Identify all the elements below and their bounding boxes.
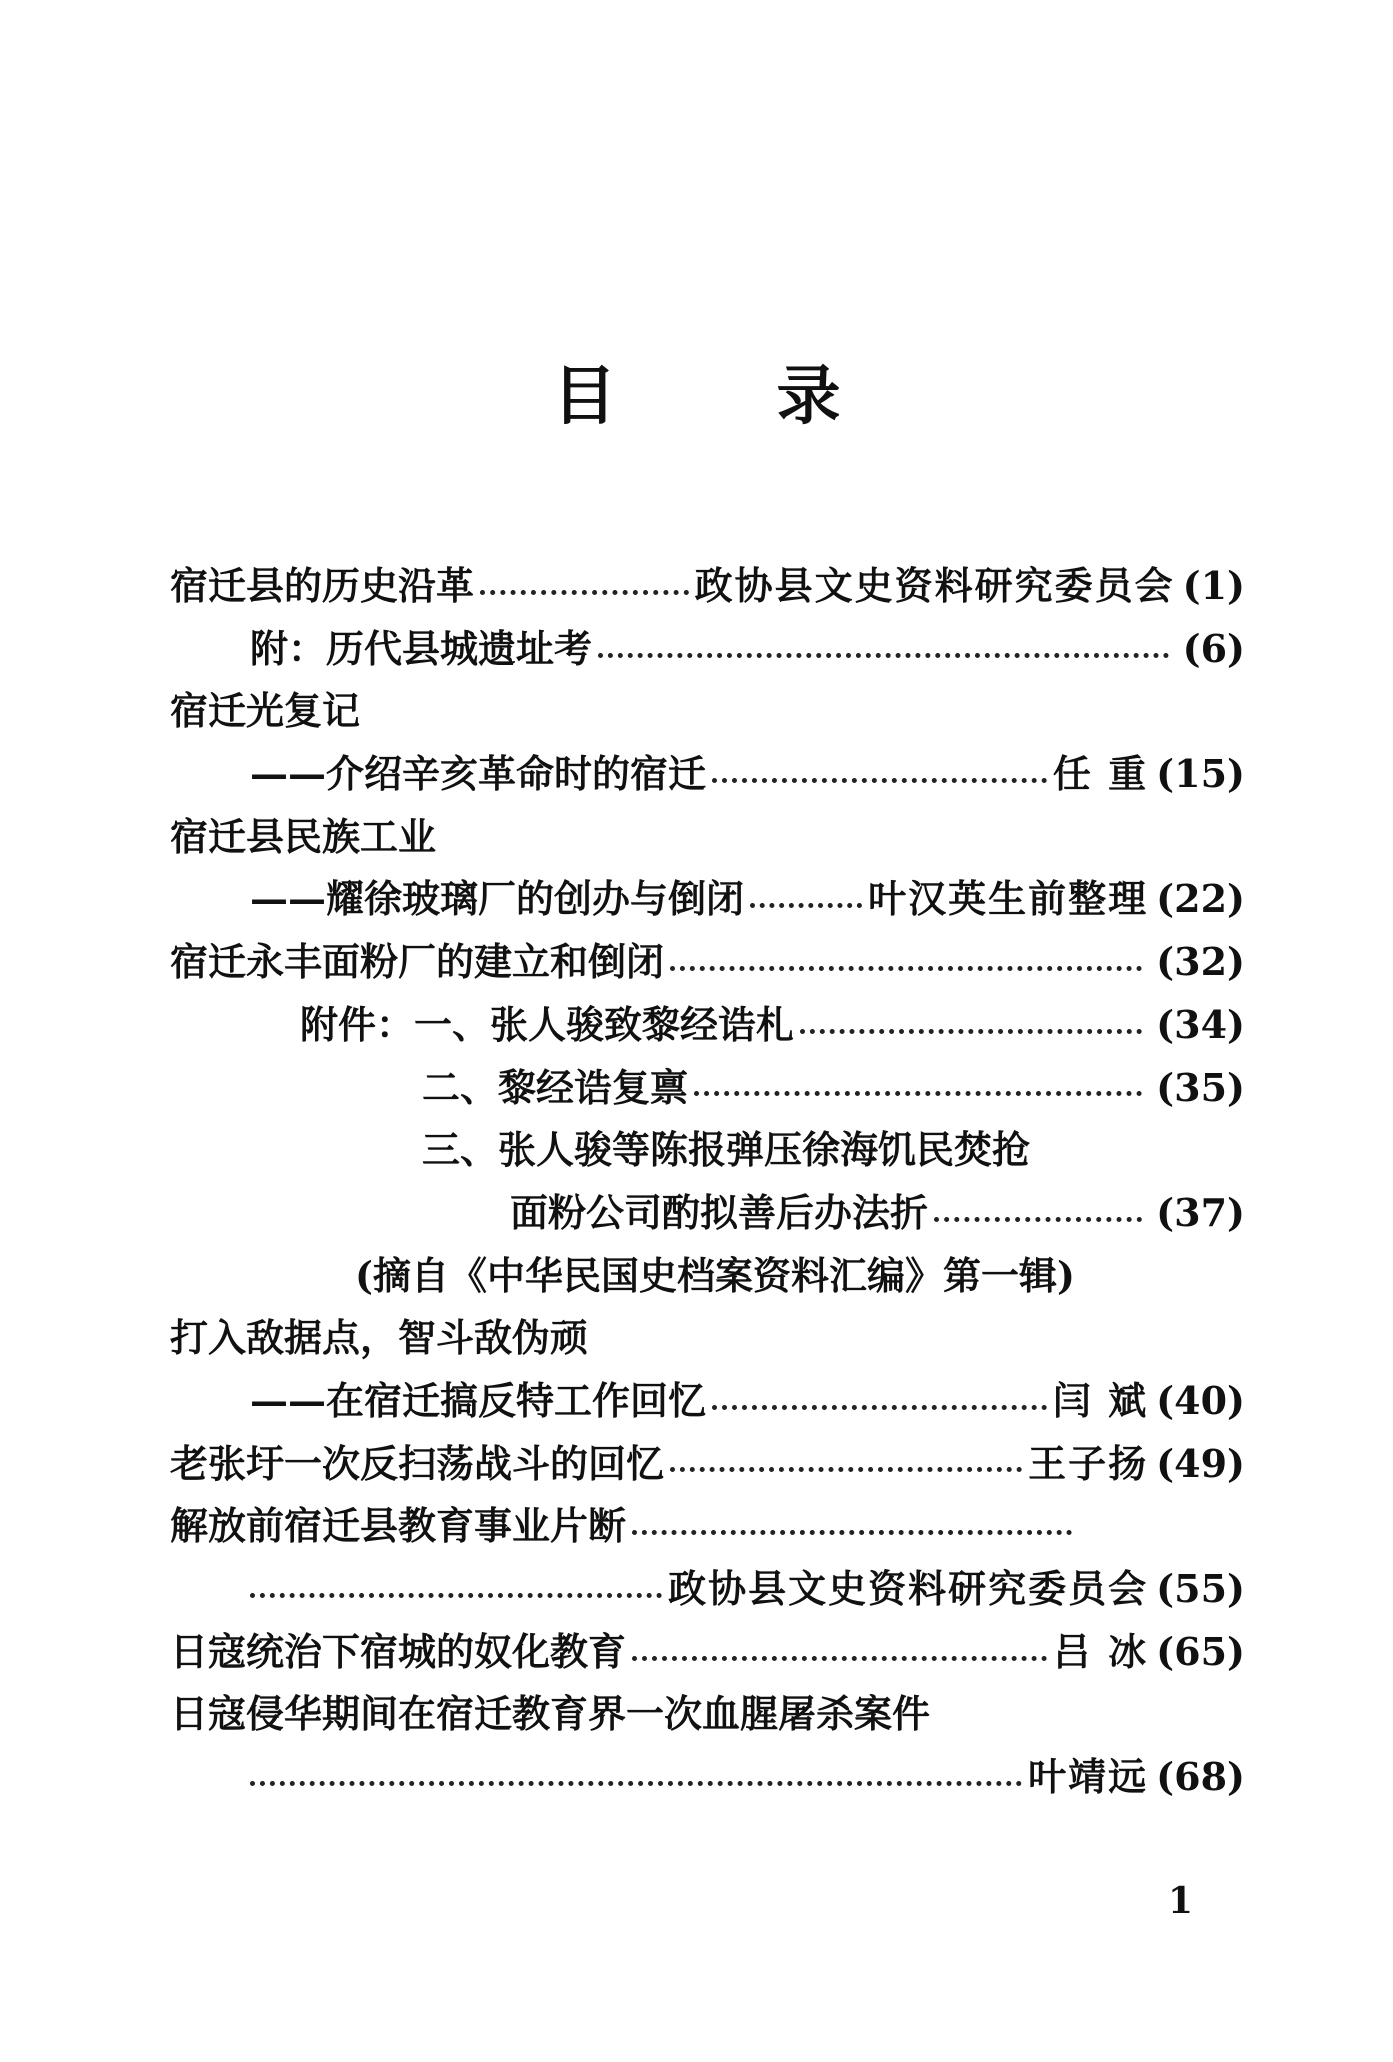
leader-dots	[480, 590, 689, 595]
page-title	[0, 345, 1393, 437]
toc-entry-5[interactable]	[170, 931, 1245, 994]
toc-entry-7[interactable]	[170, 1433, 1245, 1496]
leader-dots	[694, 1091, 1142, 1096]
entry-page: (55)	[1156, 1566, 1245, 1611]
toc-entry-6[interactable]	[170, 1307, 1245, 1370]
entry-title: 三、张人骏等陈报弹压徐海饥民焚抢	[422, 1127, 1031, 1173]
leader-dots	[670, 1467, 1022, 1472]
entry-title: 老张圩一次反扫荡战斗的回忆	[170, 1440, 665, 1486]
entry-author: 叶靖远	[1028, 1754, 1149, 1800]
toc-entry-8-cont[interactable]	[170, 1558, 1245, 1621]
entry-subtitle: ——介绍辛亥革命时的宿迁	[250, 751, 707, 797]
entry-page: (22)	[1156, 876, 1245, 922]
entry-title: 日寇统治下宿城的奴化教育	[170, 1628, 627, 1674]
entry-title: 宿迁光复记	[170, 688, 361, 734]
leader-dots	[712, 778, 1047, 783]
toc-entry-5-attachment-2[interactable]	[170, 1057, 1245, 1120]
toc-entry-5-attachment-3[interactable]	[170, 1119, 1245, 1182]
leader-dots	[800, 1029, 1142, 1034]
leader-dots	[934, 1217, 1142, 1222]
page-number: 1	[1167, 1880, 1193, 1922]
entry-subtitle: ——耀徐玻璃厂的创办与倒闭	[250, 876, 745, 922]
entry-page: (40)	[1156, 1377, 1245, 1423]
entry-title: 日寇侵华期间在宿迁教育界一次血腥屠杀案件	[170, 1691, 931, 1737]
entry-author: 吕 冰	[1052, 1628, 1149, 1674]
entry-author: 任 重	[1052, 751, 1149, 797]
entry-title: 二、黎经诰复禀	[422, 1064, 689, 1110]
leader-dots	[250, 1593, 662, 1598]
leader-dots	[750, 903, 862, 908]
toc-entry-5-attachment-1[interactable]	[170, 994, 1245, 1057]
entry-title: 宿迁永丰面粉厂的建立和倒闭	[170, 939, 665, 985]
entry-subtitle: ——在宿迁搞反特工作回忆	[250, 1377, 707, 1423]
toc-entry-4-subtitle[interactable]	[170, 868, 1245, 931]
entry-page: (68)	[1156, 1754, 1245, 1800]
entry-author: 王子扬	[1028, 1440, 1149, 1486]
entry-author: 政协县文史资料研究委员会	[668, 1566, 1149, 1611]
entry-page: (15)	[1156, 751, 1245, 797]
leader-dots	[670, 966, 1142, 971]
leader-dots	[598, 653, 1169, 658]
entry-author: 政协县文史资料研究委员会	[694, 563, 1175, 608]
toc-entry-3[interactable]	[170, 680, 1245, 743]
toc-entry-9[interactable]	[170, 1621, 1245, 1684]
toc-entry-5-source-note	[170, 1245, 1245, 1308]
entry-title: 宿迁县的历史沿革	[170, 563, 475, 608]
entry-page: (37)	[1156, 1189, 1245, 1235]
entry-title: 附件：一、张人骏致黎经诰札	[300, 1001, 795, 1047]
toc-entry-3-subtitle[interactable]	[170, 743, 1245, 806]
leader-dots	[250, 1781, 1022, 1786]
entry-page: (6)	[1182, 625, 1245, 671]
source-note: (摘自《中华民国史档案资料汇编》第一辑)	[355, 1252, 1075, 1298]
entry-title: 宿迁县民族工业	[170, 813, 437, 859]
table-of-contents	[170, 555, 1245, 1809]
entry-page: (35)	[1156, 1064, 1245, 1110]
entry-page: (1)	[1182, 563, 1245, 608]
toc-entry-5-attachment-3-cont[interactable]	[170, 1182, 1245, 1245]
title-char-2: 录	[776, 359, 841, 434]
entry-title: 解放前宿迁县教育事业片断	[170, 1503, 627, 1549]
toc-entry-10-cont[interactable]	[170, 1746, 1245, 1809]
leader-dots	[632, 1656, 1047, 1661]
entry-author: 闫 斌	[1052, 1377, 1149, 1423]
toc-entry-6-subtitle[interactable]	[170, 1370, 1245, 1433]
title-char-1: 目	[552, 359, 617, 434]
toc-entry-1[interactable]	[170, 555, 1245, 618]
toc-entry-2[interactable]	[170, 618, 1245, 681]
entry-title: 附：历代县城遗址考	[250, 625, 593, 671]
entry-page: (49)	[1156, 1440, 1245, 1486]
leader-dots	[632, 1530, 1072, 1535]
toc-entry-4[interactable]	[170, 806, 1245, 869]
toc-entry-10[interactable]	[170, 1683, 1245, 1746]
entry-title: 打入敌据点，智斗敌伪顽	[170, 1315, 589, 1361]
entry-author: 叶汉英生前整理	[868, 876, 1149, 922]
entry-page: (32)	[1156, 939, 1245, 985]
leader-dots	[712, 1405, 1047, 1410]
entry-page: (34)	[1156, 1001, 1245, 1047]
entry-title: 面粉公司酌拟善后办法折	[510, 1189, 929, 1235]
entry-page: (65)	[1156, 1628, 1245, 1674]
toc-entry-8[interactable]	[170, 1495, 1245, 1558]
